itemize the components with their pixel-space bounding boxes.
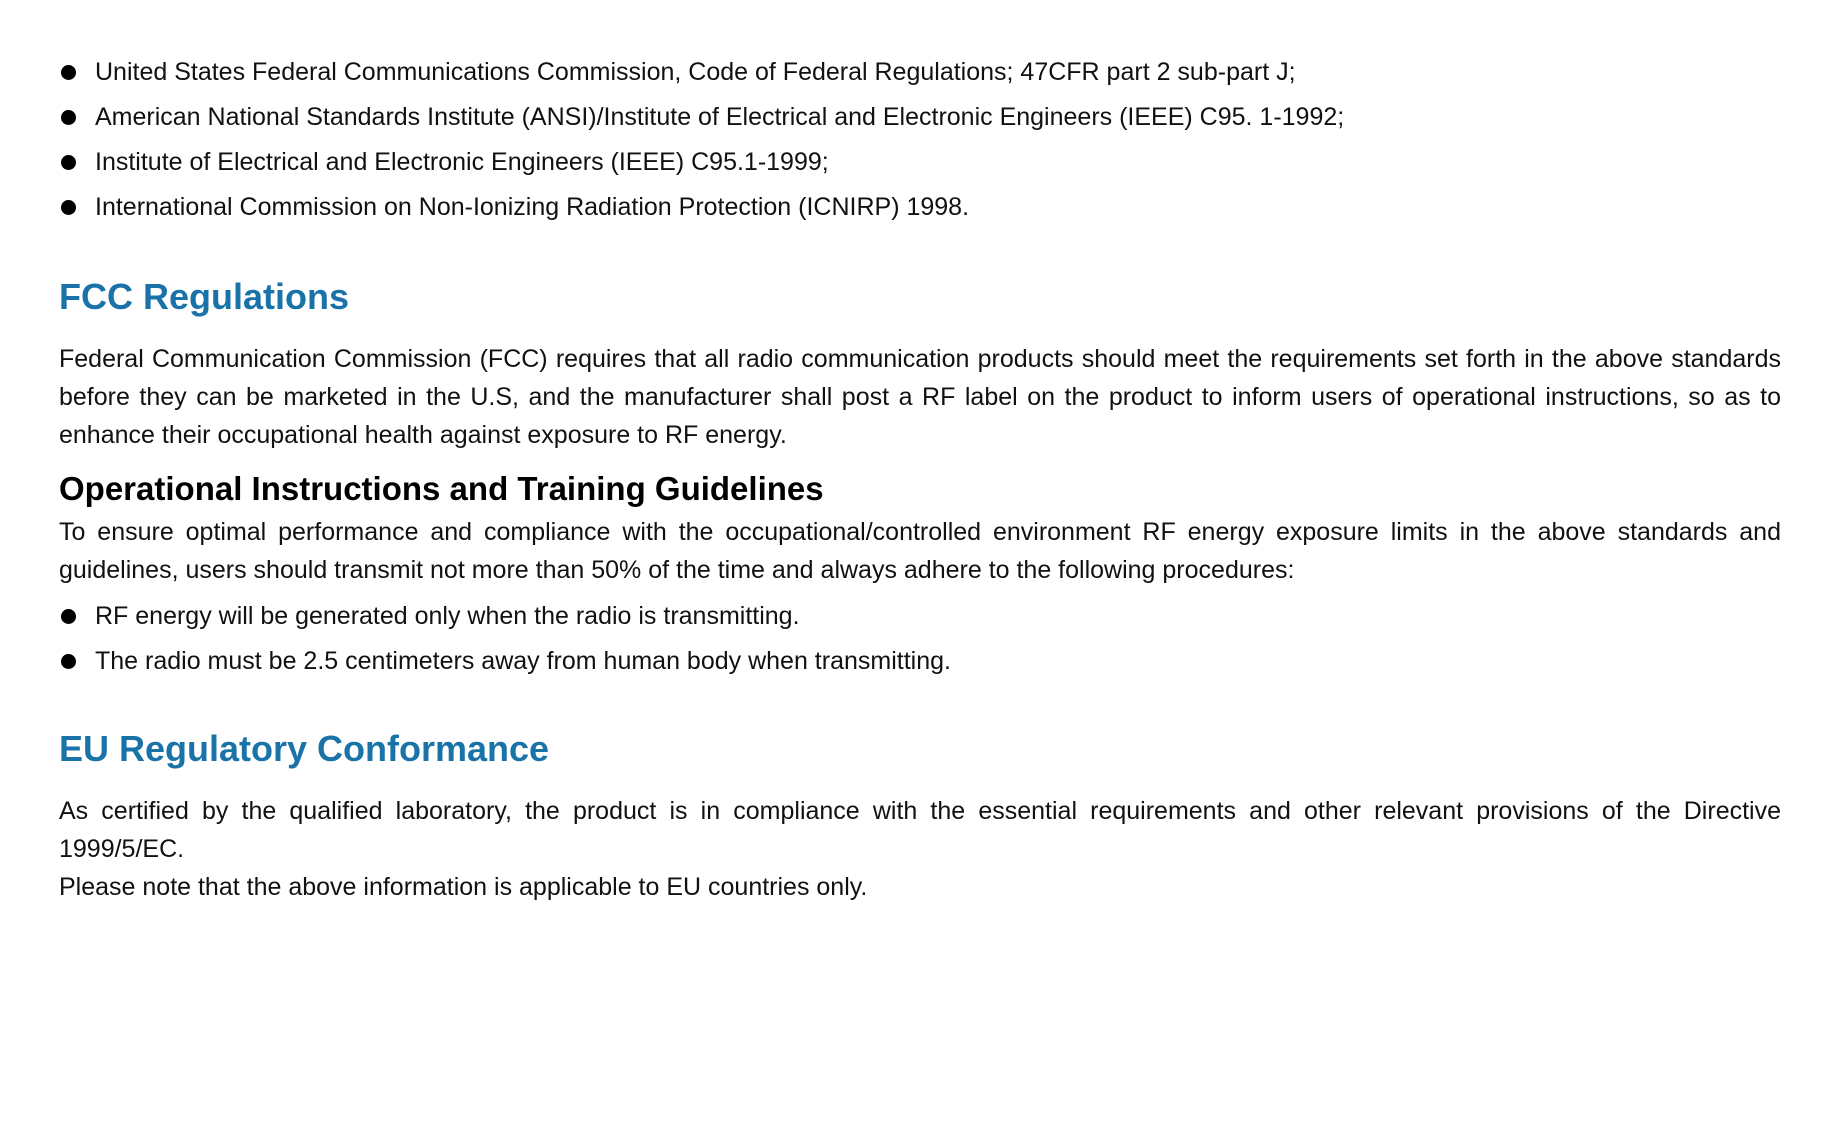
training-section-title: Operational Instructions and Training Guidelines xyxy=(59,470,824,507)
list-item-text: American National Standards Institute (ANSI)/Institute of Electrical and Electronic Engineers (IEEE) C95. 1-1992; xyxy=(95,103,1345,131)
training-body-paragraph: To ensure optimal performance and compliance with the occupational/controlled environment RF energy exposure limits in the above standards and guidelines, users should transmit not more than 50% of the time and always adhere to the following procedures: xyxy=(59,518,1781,584)
list-item-text: International Commission on Non-Ionizing Radiation Protection (ICNIRP) 1998. xyxy=(95,193,970,221)
eu-body-paragraph: As certified by the qualified laboratory, the product is in compliance with the essential requirements and other relevant provisions of the Directive 1999/5/EC. xyxy=(59,797,1781,863)
list-item xyxy=(59,140,1781,185)
bullet-icon xyxy=(61,609,76,624)
standards-list xyxy=(59,50,1781,230)
bullet-icon xyxy=(61,200,76,215)
list-item xyxy=(59,639,1781,684)
list-item xyxy=(59,185,1781,230)
eu-note-paragraph: Please note that the above information is applicable to EU countries only. xyxy=(59,873,868,901)
list-item xyxy=(59,594,1781,639)
list-item-text: United States Federal Communications Commission, Code of Federal Regulations; 47CFR part 2 sub-part J; xyxy=(95,58,1296,86)
bullet-icon xyxy=(61,65,76,80)
bullet-icon xyxy=(61,654,76,669)
fcc-body-paragraph: Federal Communication Commission (FCC) requires that all radio communication products should meet the requirements set forth in the above standards before they can be marketed in the U.S, and the manufacturer shall post a RF label on the product to inform users of operational instructions, so as to enhance their occupational health against exposure to RF energy. xyxy=(59,345,1781,449)
list-item-text: Institute of Electrical and Electronic Engineers (IEEE) C95.1-1999; xyxy=(95,148,829,176)
list-item-text: RF energy will be generated only when the radio is transmitting. xyxy=(95,602,800,630)
procedures-list xyxy=(59,594,1781,684)
list-item-text: The radio must be 2.5 centimeters away from human body when transmitting. xyxy=(95,647,951,675)
list-item xyxy=(59,95,1781,140)
list-item xyxy=(59,50,1781,95)
eu-section-title: EU Regulatory Conformance xyxy=(59,728,550,769)
bullet-icon xyxy=(61,110,76,125)
fcc-section-title: FCC Regulations xyxy=(59,276,350,317)
bullet-icon xyxy=(61,155,76,170)
